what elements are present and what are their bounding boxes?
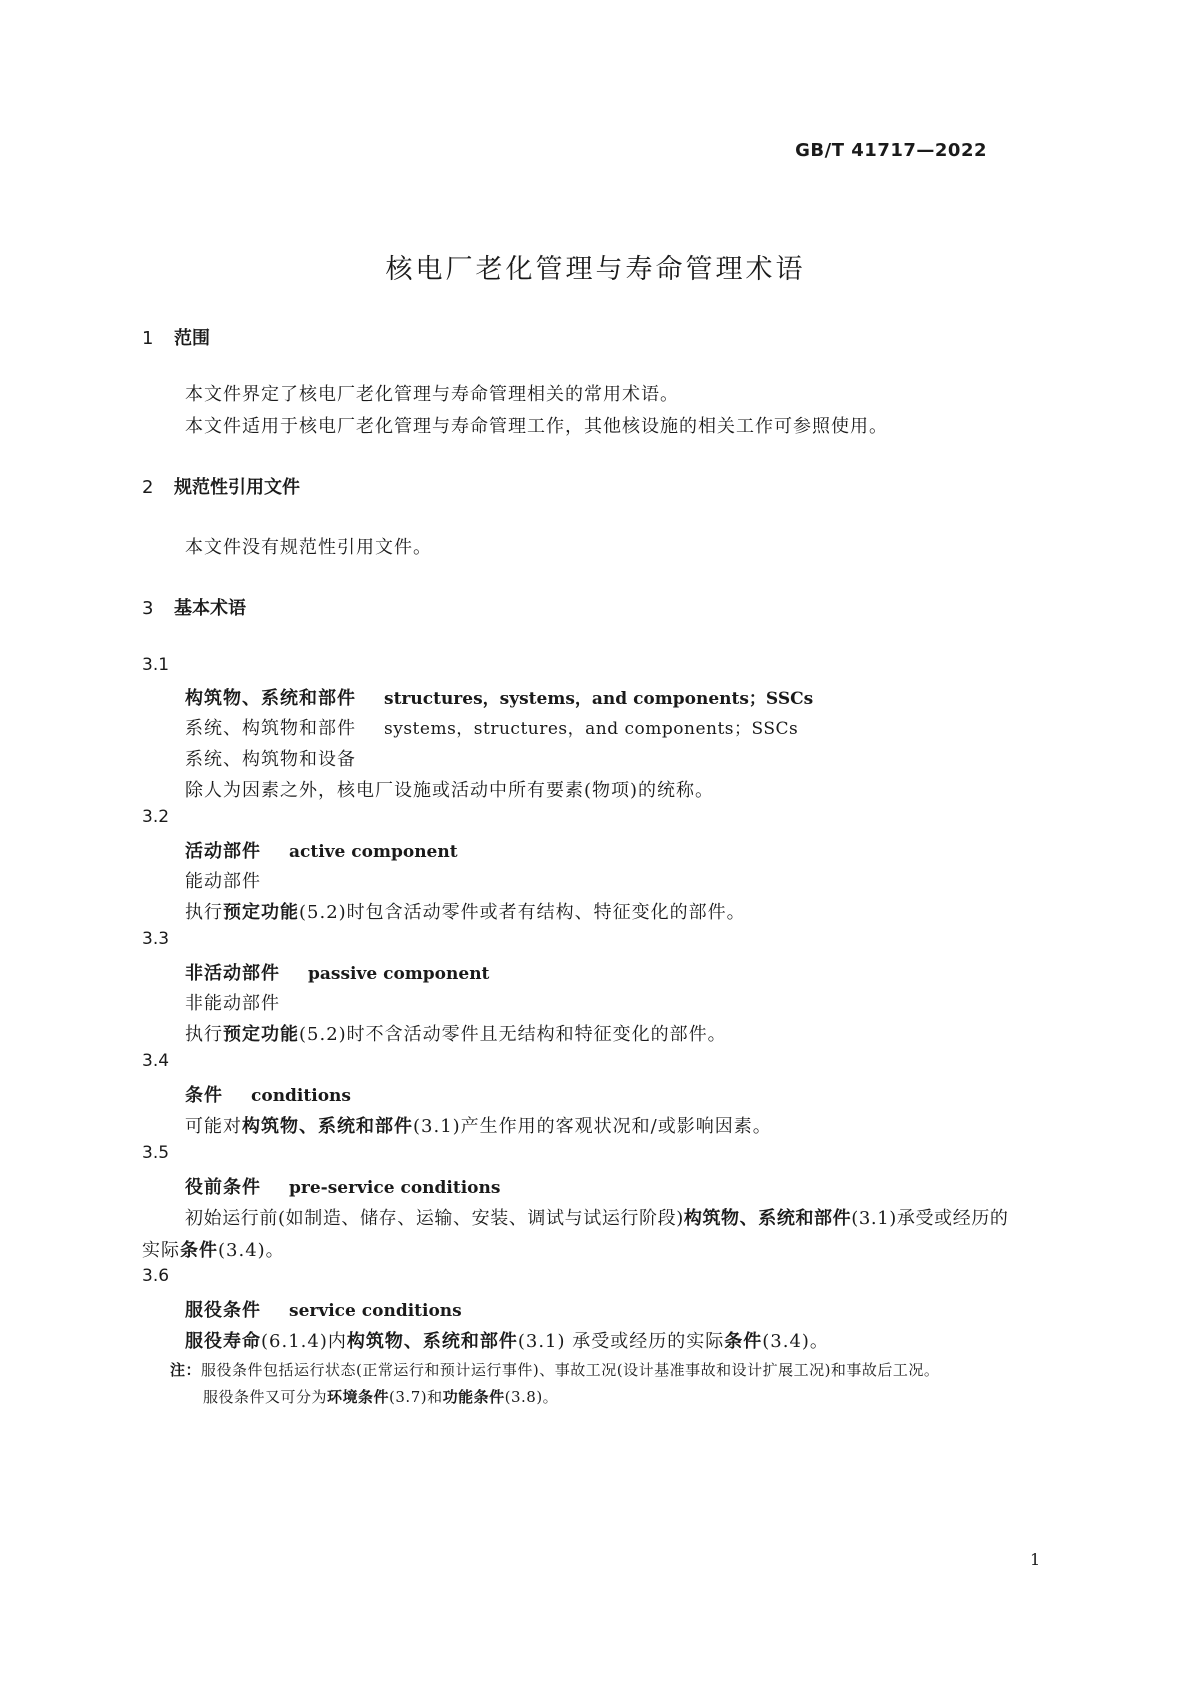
term-reference: 功能条件 (442, 1388, 505, 1406)
section-title: 基本术语 (174, 598, 246, 619)
term-heading (185, 1296, 462, 1322)
term-zh: 构筑物、系统和部件 (185, 688, 356, 709)
term-heading (185, 684, 813, 710)
term-en: conditions (251, 1086, 351, 1106)
term-reference: 服役寿命 (185, 1331, 261, 1352)
term-reference: 预定功能 (223, 902, 299, 923)
term-heading (185, 1173, 500, 1199)
section-title: 范围 (174, 328, 210, 349)
document-title: 核电厂老化管理与寿命管理术语 (385, 254, 806, 285)
term-en: pre-service conditions (289, 1178, 501, 1198)
section-number: 2 (142, 477, 154, 498)
term-definition: 可能对构筑物、系统和部件(3.1)产生作用的客观状况和/或影响因素。 (185, 1116, 772, 1137)
term-en: passive component (308, 964, 490, 984)
term-definition-continued: 实际条件(3.4)。 (142, 1240, 285, 1261)
note-continued: 服役条件又可分为环境条件(3.7)和功能条件(3.8)。 (203, 1388, 559, 1406)
term-en: structures，systems，and components；SSCs (384, 689, 814, 709)
term-reference: 预定功能 (223, 1024, 299, 1045)
term-en: active component (289, 842, 458, 862)
section-title: 规范性引用文件 (174, 477, 300, 498)
term-synonym: 系统、构筑物和设备 (185, 749, 356, 770)
section-3-heading (142, 594, 246, 620)
section-1-heading (142, 324, 210, 350)
section-number: 1 (142, 328, 154, 349)
term-number: 3.5 (142, 1143, 170, 1163)
paragraph: 本文件没有规范性引用文件。 (185, 537, 432, 558)
term-reference: 构筑物、系统和部件 (346, 1331, 518, 1352)
page-number: 1 (1030, 1550, 1041, 1569)
term-number: 3.3 (142, 929, 170, 949)
term-number: 3.1 (142, 655, 170, 675)
term-reference: 构筑物、系统和部件 (242, 1116, 413, 1137)
term-definition: 除人为因素之外，核电厂设施或活动中所有要素(物项)的统称。 (185, 780, 715, 801)
term-definition: 服役寿命(6.1.4)内构筑物、系统和部件(3.1) 承受或经历的实际条件(3.4)。 (185, 1331, 829, 1352)
term-reference: 条件 (724, 1331, 763, 1352)
term-zh: 役前条件 (185, 1177, 261, 1198)
paragraph: 本文件界定了核电厂老化管理与寿命管理相关的常用术语。 (185, 384, 679, 405)
synonym-en: systems，structures，and components；SSCs (384, 719, 799, 739)
term-reference: 环境条件 (327, 1388, 390, 1406)
term-number: 3.4 (142, 1051, 170, 1071)
term-zh: 服役条件 (185, 1300, 261, 1321)
section-number: 3 (142, 598, 154, 619)
term-heading (185, 959, 489, 985)
term-synonym: 非能动部件 (185, 993, 280, 1014)
term-heading (185, 1081, 351, 1107)
standard-number: GB/T 41717—2022 (795, 140, 987, 161)
note: 注：服役条件包括运行状态(正常运行和预计运行事件)、事故工况(设计基准事故和设计扩展工况)和事故后工况。 (170, 1361, 940, 1379)
term-number: 3.6 (142, 1266, 170, 1286)
term-number: 3.2 (142, 807, 170, 827)
term-synonym: 能动部件 (185, 871, 261, 892)
paragraph: 本文件适用于核电厂老化管理与寿命管理工作，其他核设施的相关工作可参照使用。 (185, 416, 888, 437)
term-definition: 初始运行前(如制造、储存、运输、安装、调试与试运行阶段)构筑物、系统和部件(3.1)承受或经历的 (185, 1208, 1009, 1229)
synonym-zh: 系统、构筑物和部件 (185, 718, 356, 739)
term-zh: 条件 (185, 1085, 223, 1106)
term-en: service conditions (289, 1301, 462, 1321)
term-synonym (185, 714, 798, 740)
term-zh: 活动部件 (185, 841, 261, 862)
term-reference: 条件 (180, 1240, 218, 1261)
note-label: 注： (170, 1361, 202, 1379)
section-2-heading (142, 473, 300, 499)
term-heading (185, 837, 458, 863)
term-definition: 执行预定功能(5.2)时包含活动零件或者有结构、特征变化的部件。 (185, 902, 746, 923)
term-reference: 构筑物、系统和部件 (683, 1208, 852, 1229)
term-definition: 执行预定功能(5.2)时不含活动零件且无结构和特征变化的部件。 (185, 1024, 727, 1045)
term-zh: 非活动部件 (185, 963, 280, 984)
